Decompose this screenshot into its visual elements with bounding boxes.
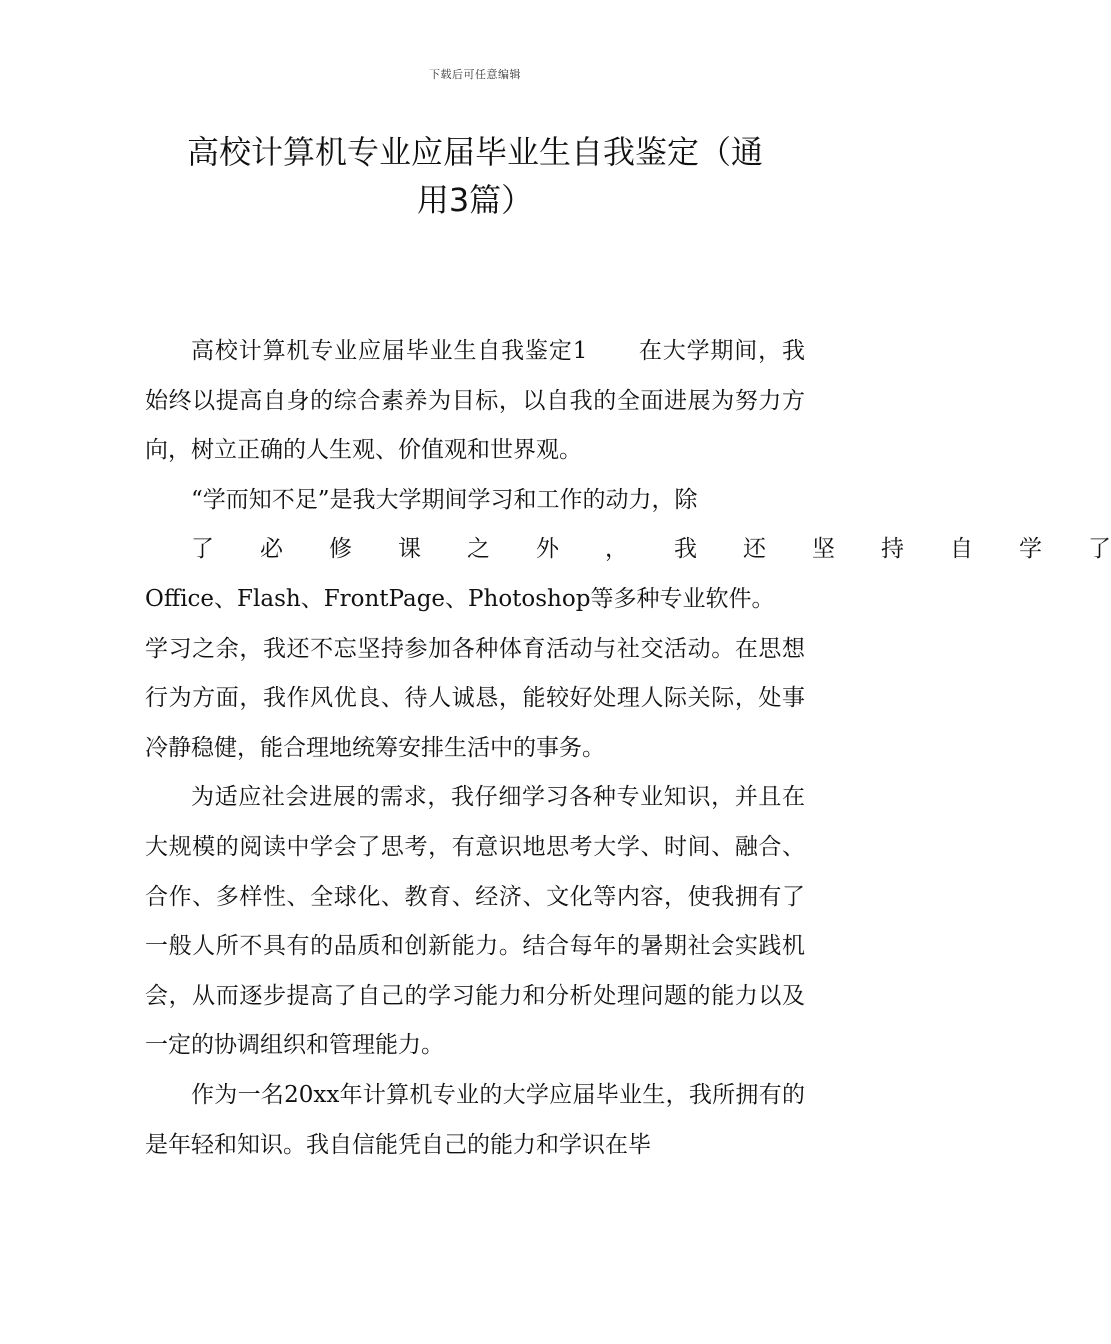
spread-char: 学 [1019,536,1042,563]
paragraph-2-line-1 [145,476,805,526]
paragraph-1-text-b: 我始终以提高自身的综合素养为目标，以自我的全面进展为努力方向，树立正确的人生观、价值观和世界观。 [145,338,805,464]
paragraph-3-text: 为适应社会进展的需求，我仔细学习各种专业知识，并且在大规模的阅读中学会了思考，有意识地思考大学、时间、融合、合作、多样性、全球化、教育、经济、文化等内容，使我拥有了一般人所不具有的品质和创新能力。结合每年的暑期社会实践机会，从而逐步提高了自己的学习能力和分析处理问题的能力以及一定的协调组织和管理能力。 [145,784,805,1059]
paragraph-4-text: 作为一名20xx年计算机专业的大学应届毕业生，我所拥有的是年轻和知识。我自信能凭自己的能力和学识在毕 [145,1081,805,1158]
spread-char: ， [605,536,628,563]
spread-char: 必 [260,536,283,563]
paragraph-2-line-3 [145,575,805,625]
spread-char: 持 [881,536,904,563]
spread-char: 外 [536,536,559,563]
paragraph-2-rest [145,625,805,774]
spread-char: 了 [191,536,214,563]
document-body [145,327,1111,1170]
paragraph-2-rest-text: 学习之余，我还不忘坚持参加各种体育活动与社交活动。在思想行为方面，我作风优良、待人诚恳，能较好处理人际关际，处事冷静稳健，能合理地统筹安排生活中的事务。 [145,635,805,761]
spread-char: 自 [950,536,973,563]
spread-char: 修 [329,536,352,563]
spread-char: 还 [743,536,766,563]
section-heading: 高校计算机专业应届毕业生自我鉴定1 [191,338,588,364]
paragraph-4 [145,1071,805,1170]
spread-char: 了 [1088,536,1111,563]
paragraph-3 [145,773,805,1071]
paragraph-2-line-1-text: “学而知不足”是我大学期间学习和工作的动力，除 [191,486,698,513]
header-note: 下载后可任意编辑 [429,68,521,81]
paragraph-1-text-a: 在大学期间， [637,338,782,364]
document-title [130,128,820,224]
spread-char: 我 [674,536,697,563]
spread-char: 坚 [812,536,835,563]
title-line-1: 高校计算机专业应届毕业生自我鉴定（通 [186,133,763,171]
spread-char: 之 [467,536,490,563]
spread-char: 课 [398,536,421,563]
paragraph-2-line-3-text: Office、Flash、FrontPage、Photoshop等多种专业软件。 [145,585,775,612]
paragraph-2-line-2 [145,525,1111,575]
title-line-2: 用3篇） [416,181,534,219]
paragraph-1 [145,327,805,476]
